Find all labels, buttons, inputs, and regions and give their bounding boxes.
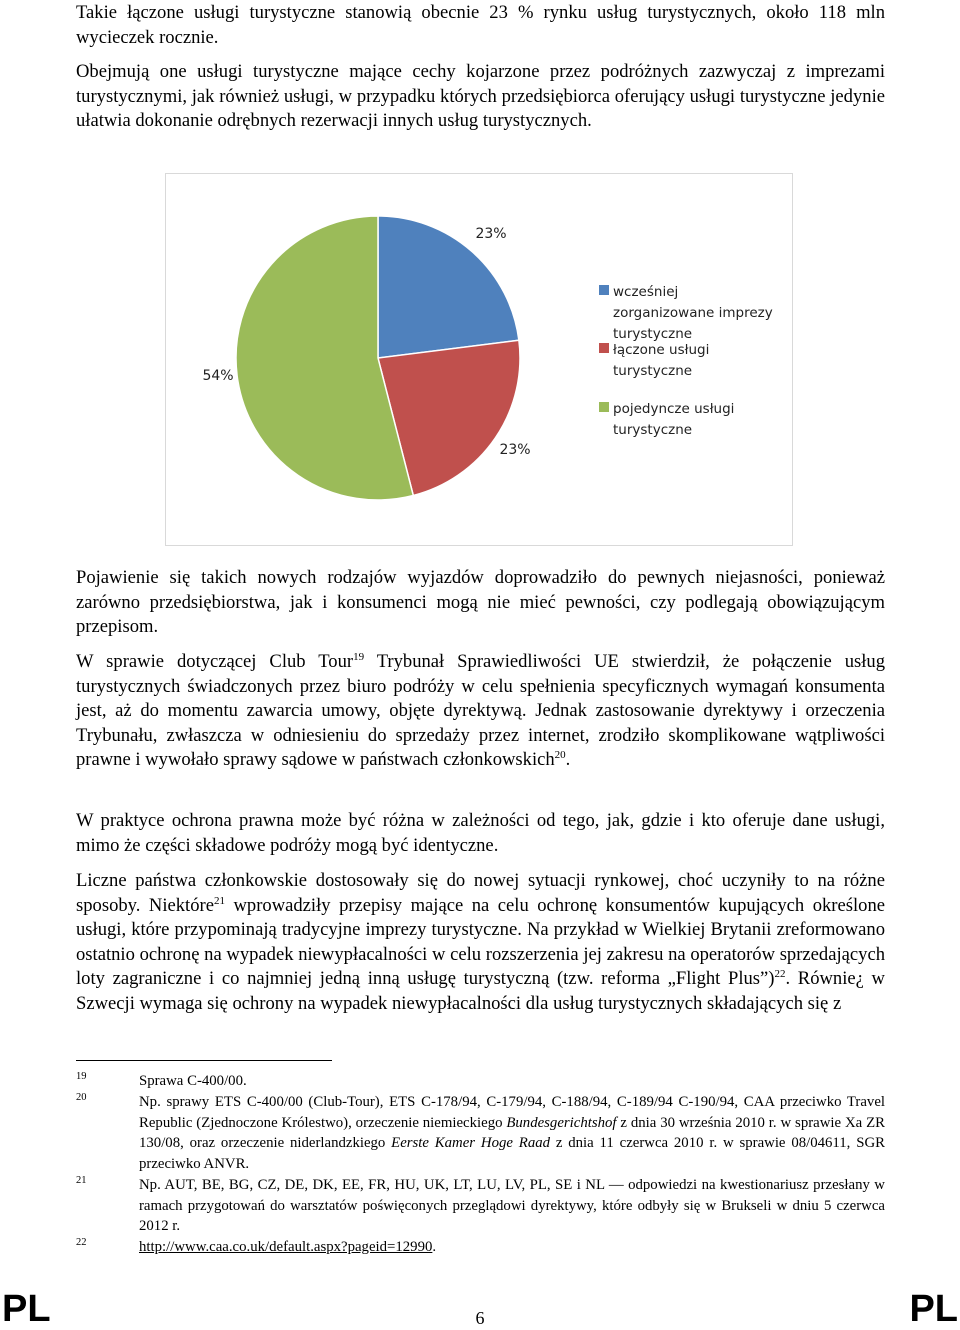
footnote-text-part: z dnia 11 czerwca 2010 r. w sprawie 08/04611, SGR przeciwko ANVR. [139, 1135, 885, 1172]
legend-swatch-2 [599, 343, 609, 353]
footnote-number: 20 [76, 1092, 87, 1103]
footnote-text: Sprawa C-400/00. [139, 1073, 247, 1089]
page-number: 6 [475, 1308, 485, 1328]
legend-swatch-3 [599, 402, 609, 412]
paragraph-3: Pojawienie się takich nowych rodzajów wyjazdów doprowadziło do pewnych niejasności, ponieważ zarówno przedsiębiorstwa, jak i konsumenci mogą nie mieć pewności, czy podlegają obowiązującym przepisom. [76, 567, 885, 638]
footnote-20 [76, 1092, 885, 1174]
pie-data-label-2: 23% [499, 442, 531, 458]
paragraph-2: Obejmują one usługi turystyczne mające cechy kojarzone przez podróżnych zazwyczaj z imprezami turystycznymi, jak również usługi, w przypadku których przedsiębiorca oferujący usługi turystyczne jedynie ułatwia dokonanie odrębnych rezerwacji innych usług turystycznych. [76, 61, 885, 132]
paragraph-6-text-a: Liczne państwa członkowskie dostosowały się do nowej sytuacji rynkowej, choć uczyniły to na różne sposoby. Niektóre [76, 870, 885, 916]
paragraph-6-text-c: . Równie¿ w Szwecji wymaga się ochrony na wypadek niewypłacalności dla usług turystycznych składających się z [76, 968, 885, 1014]
footnote-number: 19 [76, 1071, 87, 1082]
footnote-number: 21 [76, 1175, 87, 1186]
footnote-ref-20[interactable]: 20 [554, 749, 566, 762]
footnote-italic-court: Eerste Kamer Hoge Raad [391, 1135, 551, 1152]
footnote-ref-19[interactable]: 19 [353, 651, 365, 663]
caa-link[interactable]: http://www.caa.co.uk/default.aspx?pageid=12990 [139, 1239, 433, 1255]
legend-entry-2: łączone usługi turystyczne [613, 342, 710, 379]
pie-chart-svg [166, 174, 792, 545]
paragraph-4 [76, 650, 885, 773]
footnote-22 [76, 1237, 885, 1258]
paragraph-4-text-a: W sprawie dotyczącej Club Tour [76, 651, 354, 672]
paragraph-4-text-b: Trybunał Sprawiedliwości UE stwierdził, że połączenie usług turystycznych świadczonych przez biuro podróży w celu spełnienia specyficznych wymagań konsumenta jest, aż do momentu zawarcia umowy, objęte dyrektywą. Jednak zastosowanie dyrektywy i orzeczenia Trybunału, zwłaszcza w odniesieniu do sprzedaży przez internet, zrodziło skomplikowane wątpliwości prawne i wywołało sprawy sądowe w państwach członkowskich [76, 651, 885, 771]
footnote-number: 22 [76, 1237, 87, 1248]
footnote-21 [76, 1175, 885, 1237]
paragraph-6-text-b: wprowadziły przepisy mające na celu ochronę konsumentów kupujących określone usługi, które przypominają tradycyjne imprezy turystyczne. Na przykład w Wielkiej Brytanii zreformowano ostatnio ochronę na wypadek niewypłacalności w celu rozszerzenia jej zakresu na operatorów sprzedających loty zagraniczne i co najmniej jedną inną usługę turystyczną (tzw. reforma „Flight Plus”) [76, 894, 885, 990]
pie-chart [165, 173, 793, 546]
footnote-text [139, 1092, 885, 1174]
paragraph-5: W praktyce ochrona prawna może być różna w zależności od tego, jak, gdzie i kto oferuje dane usługi, mimo że części składowe podróży mogą być identyczne. [76, 810, 885, 856]
legend-swatch-1 [599, 285, 609, 295]
footnote-separator [76, 1060, 332, 1061]
language-mark-right: PL [909, 1288, 958, 1330]
paragraph-4-text-c: . [565, 749, 571, 771]
footnote-text-part: Np. sprawy ETS C-400/00 (Club-Tour), ETS C-178/94, C-179/94, C-188/94, C-189/94 C-190/94, CAA przeciwko Travel Republic (Zjednoczone Królestwo), orzeczenie niemieckiego [139, 1094, 885, 1131]
footnote-italic-court: Bundesgerichtshof [506, 1114, 617, 1131]
language-mark-left: PL [2, 1288, 51, 1330]
paragraph-6 [76, 869, 885, 1017]
legend-entry-1: wcześniej zorganizowane imprezy turystyczne [613, 284, 773, 342]
pie-data-label-3: 54% [202, 368, 234, 384]
legend-entry-3: pojedyncze usługi turystyczne [613, 401, 735, 438]
footnote-text: Np. AUT, BE, BG, CZ, DE, DK, EE, FR, HU, UK, LT, LU, LV, PL, SE i NL — odpowiedzi na kwestionariusz przesłany w ramach przygotowań do warsztatów poświęconych przeglądowi dyrektywy, które odbyły się w Brukseli w dniu 5 czerwca 2012 r. [139, 1177, 885, 1235]
footnote-text [139, 1237, 885, 1258]
paragraph-1: Takie łączone usługi turystyczne stanowią obecnie 23 % rynku usług turystycznych, około 118 mln wycieczek rocznie. [76, 2, 885, 48]
footnote-text-part: z dnia 30 września 2010 r. w sprawie Xa ZR 130/08, oraz orzeczenie niderlandzkiego [139, 1114, 885, 1152]
footnote-19 [76, 1071, 885, 1092]
footnote-ref-21[interactable]: 21 [213, 894, 225, 907]
pie-data-label-1: 23% [475, 226, 507, 242]
footnote-ref-22[interactable]: 22 [774, 968, 786, 981]
footnote-text-part: . [432, 1239, 437, 1255]
